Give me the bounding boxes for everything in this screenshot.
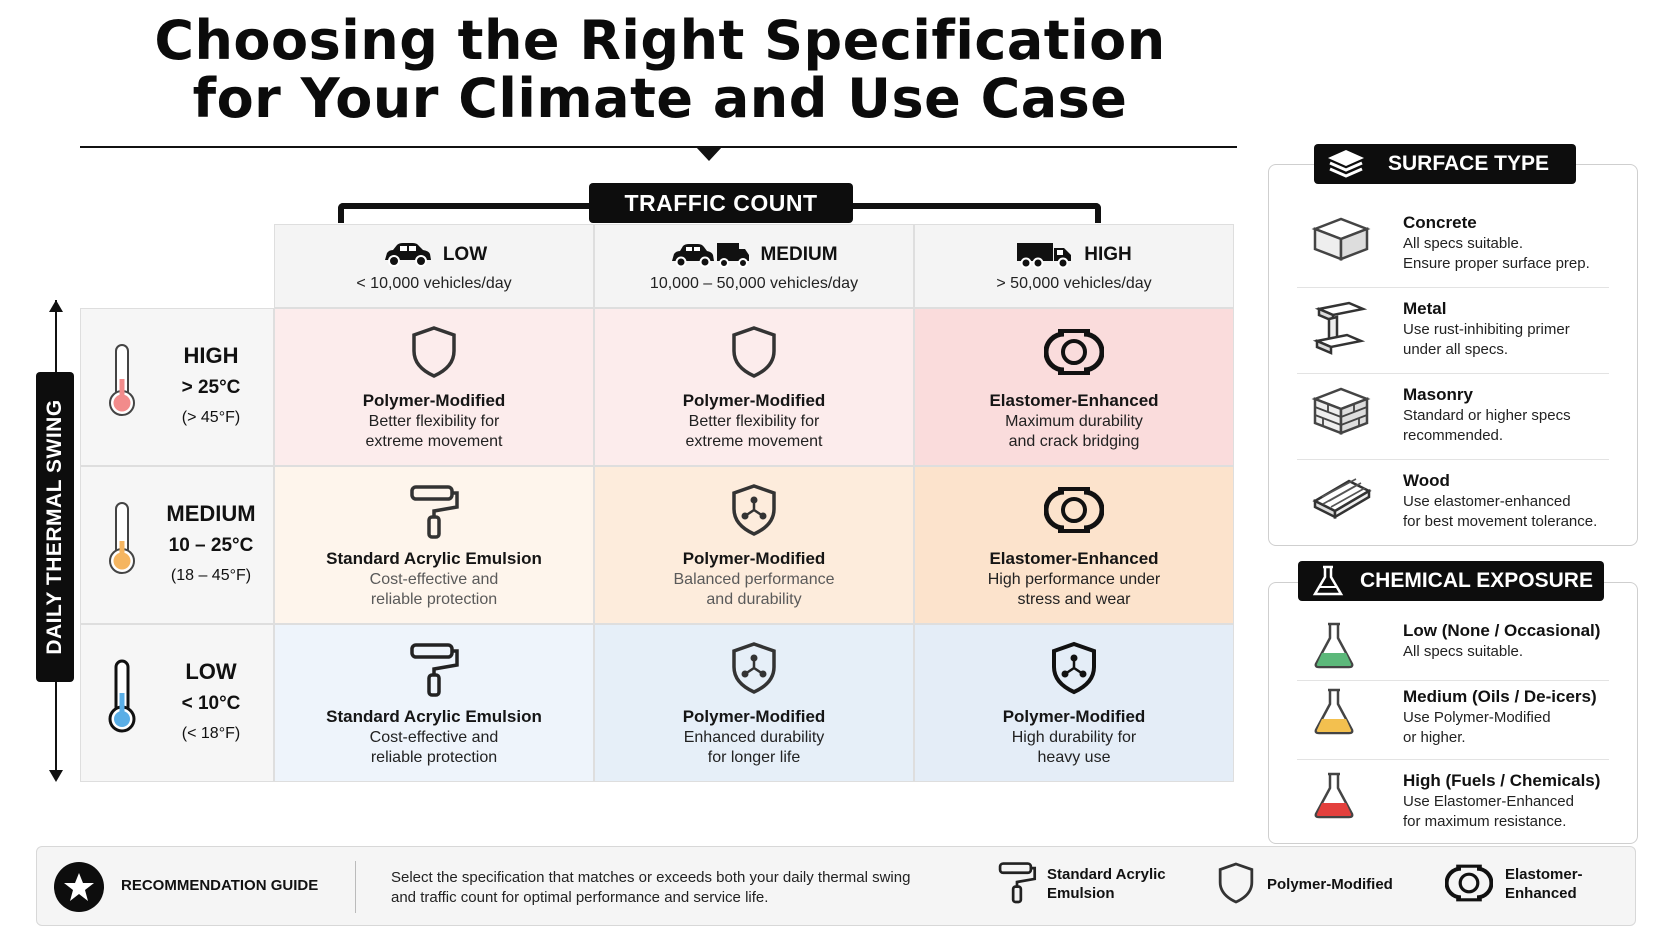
interlocked-rings-icon [1044,483,1104,537]
spec-description-line2: reliable protection [370,749,498,766]
surface-line2: recommended. [1403,427,1504,444]
spec-name: Polymer-Modified [682,391,826,410]
car-icon [381,242,433,268]
star-icon [53,861,105,913]
spec-description-line1: Better flexibility for [688,413,820,430]
chemical-title: High (Fuels / Chemicals) [1403,771,1601,790]
legend-standard-acrylic [997,859,1166,910]
guide-separator [355,861,356,913]
thermal-swing-tag [36,372,74,682]
legend-label-line2: Enhanced [1505,885,1577,902]
spec-name: Standard Acrylic Emulsion [326,549,542,568]
spec-description-line1: Maximum durability [1005,413,1143,430]
surface-title: Masonry [1403,385,1473,404]
surface-line1: Use elastomer-enhanced [1403,493,1571,510]
spec-description-line2: and crack bridging [1008,433,1140,450]
chemical-exposure-label: CHEMICAL EXPOSURE [1360,569,1593,592]
surface-line2: for best movement tolerance. [1403,513,1598,530]
chemical-exposure-panel [1268,582,1638,844]
surface-divider [1297,373,1609,374]
molecule-shield-icon [730,483,778,537]
surface-line1: Use rust-inhibiting primer [1403,321,1570,338]
spec-description-line2: and durability [706,591,802,608]
legend-elastomer-enhanced [1445,859,1583,910]
recommendation-guide [36,846,1636,926]
spec-cell-low-medium [594,624,914,782]
legend-label-line1: Elastomer- [1505,866,1583,883]
chemical-line2: for maximum resistance. [1403,813,1567,830]
spec-name: Polymer-Modified [362,391,506,410]
surface-item-metal [1269,299,1637,365]
column-header-low [274,224,594,308]
spec-name: Polymer-Modified [682,707,826,726]
car-and-truck-icon [670,241,750,269]
page-title [80,9,1240,130]
column-header-high [914,224,1234,308]
interlocked-rings-icon [1044,325,1104,379]
title-line-1: Choosing the Right Specification [154,9,1166,72]
surface-line2: Ensure proper surface prep. [1403,255,1590,272]
traffic-count-tag: TRAFFIC COUNT [589,183,853,223]
traffic-high-range: > 50,000 vehicles/day [996,275,1152,292]
paint-roller-icon [408,641,460,697]
legend-label-line2: Emulsion [1047,885,1115,902]
spec-description-line2: extreme movement [365,433,503,450]
surface-divider [1297,459,1609,460]
thermal-low-fahrenheit: (< 18°F) [181,725,241,742]
spec-name: Elastomer-Enhanced [989,549,1159,568]
legend-label-line1: Polymer-Modified [1267,876,1393,893]
surface-title: Wood [1403,471,1450,490]
paint-roller-icon [997,859,1037,905]
wood-plank-icon [1311,475,1373,521]
spec-description-line2: reliable protection [370,591,498,608]
row-header-high [80,308,274,466]
spec-cell-high-medium [594,308,914,466]
thermometer-high-icon [107,343,137,419]
brick-icon [1311,385,1371,437]
legend-polymer-modified [1217,859,1393,910]
surface-item-concrete [1269,213,1637,279]
chemical-line1: Use Elastomer-Enhanced [1403,793,1574,810]
spec-description-line1: Balanced performance [673,571,835,588]
shield-icon [1217,861,1255,905]
surface-item-masonry [1269,385,1637,451]
thermal-swing-label: DAILY THERMAL SWING [43,399,66,655]
surface-type-label: SURFACE TYPE [1388,152,1550,175]
molecule-shield-icon [1050,641,1098,695]
traffic-low-range: < 10,000 vehicles/day [356,275,512,292]
spec-name: Elastomer-Enhanced [989,391,1159,410]
spec-description-line2: extreme movement [685,433,823,450]
title-line-2: for Your Climate and Use Case [192,67,1128,130]
flask-red-icon [1311,771,1357,819]
flask-green-icon [1311,621,1357,669]
concrete-block-icon [1311,213,1371,265]
surface-item-wood [1269,471,1637,537]
spec-name: Polymer-Modified [1002,707,1146,726]
spec-cell-high-low [274,308,594,466]
chemical-title: Low (None / Occasional) [1403,621,1601,640]
specification-matrix [80,224,1234,782]
steel-beam-icon [1311,299,1371,355]
surface-title: Concrete [1403,213,1477,232]
spec-description-line2: stress and wear [1017,591,1131,608]
shield-icon [410,325,458,379]
legend-label-line1: Standard Acrylic [1047,866,1166,883]
traffic-low-label: LOW [442,244,488,265]
spec-description-line1: Cost-effective and [369,729,499,746]
chemical-divider [1297,759,1609,760]
thermal-high-fahrenheit: (> 45°F) [181,409,241,426]
surface-divider [1297,287,1609,288]
spec-description-line1: High durability for [1011,729,1137,746]
spec-description-line2: heavy use [1037,749,1111,766]
spec-description-line1: Cost-effective and [369,571,499,588]
traffic-medium-label: MEDIUM [760,244,838,265]
thermal-medium-fahrenheit: (18 – 45°F) [170,567,252,584]
thermometer-low-icon [107,659,137,735]
thermal-medium-celsius: 10 – 25°C [168,535,254,556]
interlocked-rings-icon [1445,861,1493,905]
chemical-line2: or higher. [1403,729,1466,746]
spec-cell-medium-medium [594,466,914,624]
thermal-low-label: LOW [185,659,237,684]
traffic-medium-range: 10,000 – 50,000 vehicles/day [649,275,859,292]
guide-text-line2: and traffic count for optimal performance and service life. [391,889,769,906]
surface-type-tag [1314,144,1576,184]
surface-type-panel [1268,164,1638,546]
layers-icon [1326,148,1366,180]
spec-cell-low-low [274,624,594,782]
chemical-item-medium [1269,687,1637,746]
chemical-line1: Use Polymer-Modified [1403,709,1551,726]
spec-description-line2: for longer life [707,749,801,766]
spec-description-line1: Enhanced durability [683,729,825,746]
spec-cell-high-high [914,308,1234,466]
recommendation-guide-label: RECOMMENDATION GUIDE [121,877,319,894]
chemical-item-low [1269,621,1637,673]
thermal-low-celsius: < 10°C [181,693,241,714]
spec-description-line1: High performance under [987,571,1161,588]
surface-title: Metal [1403,299,1447,318]
spec-cell-low-high [914,624,1234,782]
spec-cell-medium-high [914,466,1234,624]
spec-description-line1: Better flexibility for [368,413,500,430]
title-divider [80,146,1237,148]
guide-text-line1: Select the specification that matches or exceeds both your daily thermal swing [391,869,911,886]
column-header-medium [594,224,914,308]
flask-yellow-icon [1311,687,1357,735]
surface-line1: Standard or higher specs [1403,407,1571,424]
chemical-line1: All specs suitable. [1403,643,1524,660]
axis-arrow-down-icon [49,770,63,782]
chemical-title: Medium (Oils / De-icers) [1403,687,1597,706]
row-header-low [80,624,274,782]
spec-cell-medium-low [274,466,594,624]
shield-icon [730,325,778,379]
truck-icon [1016,241,1074,269]
spec-name: Standard Acrylic Emulsion [326,707,542,726]
traffic-high-label: HIGH [1084,244,1132,265]
molecule-shield-icon [730,641,778,695]
thermal-high-label: HIGH [183,343,239,368]
paint-roller-icon [408,483,460,539]
thermal-medium-label: MEDIUM [166,501,256,526]
thermometer-medium-icon [107,501,137,577]
axis-arrow-up-icon [49,300,63,312]
row-header-medium [80,466,274,624]
surface-line2: under all specs. [1403,341,1509,358]
title-divider-arrow [696,147,722,161]
spec-name: Polymer-Modified [682,549,826,568]
chemical-exposure-tag [1298,561,1604,601]
surface-line1: All specs suitable. [1403,235,1524,252]
flask-icon [1310,565,1346,597]
chemical-item-high [1269,771,1637,830]
chemical-divider [1297,680,1609,681]
thermal-high-celsius: > 25°C [181,377,241,398]
